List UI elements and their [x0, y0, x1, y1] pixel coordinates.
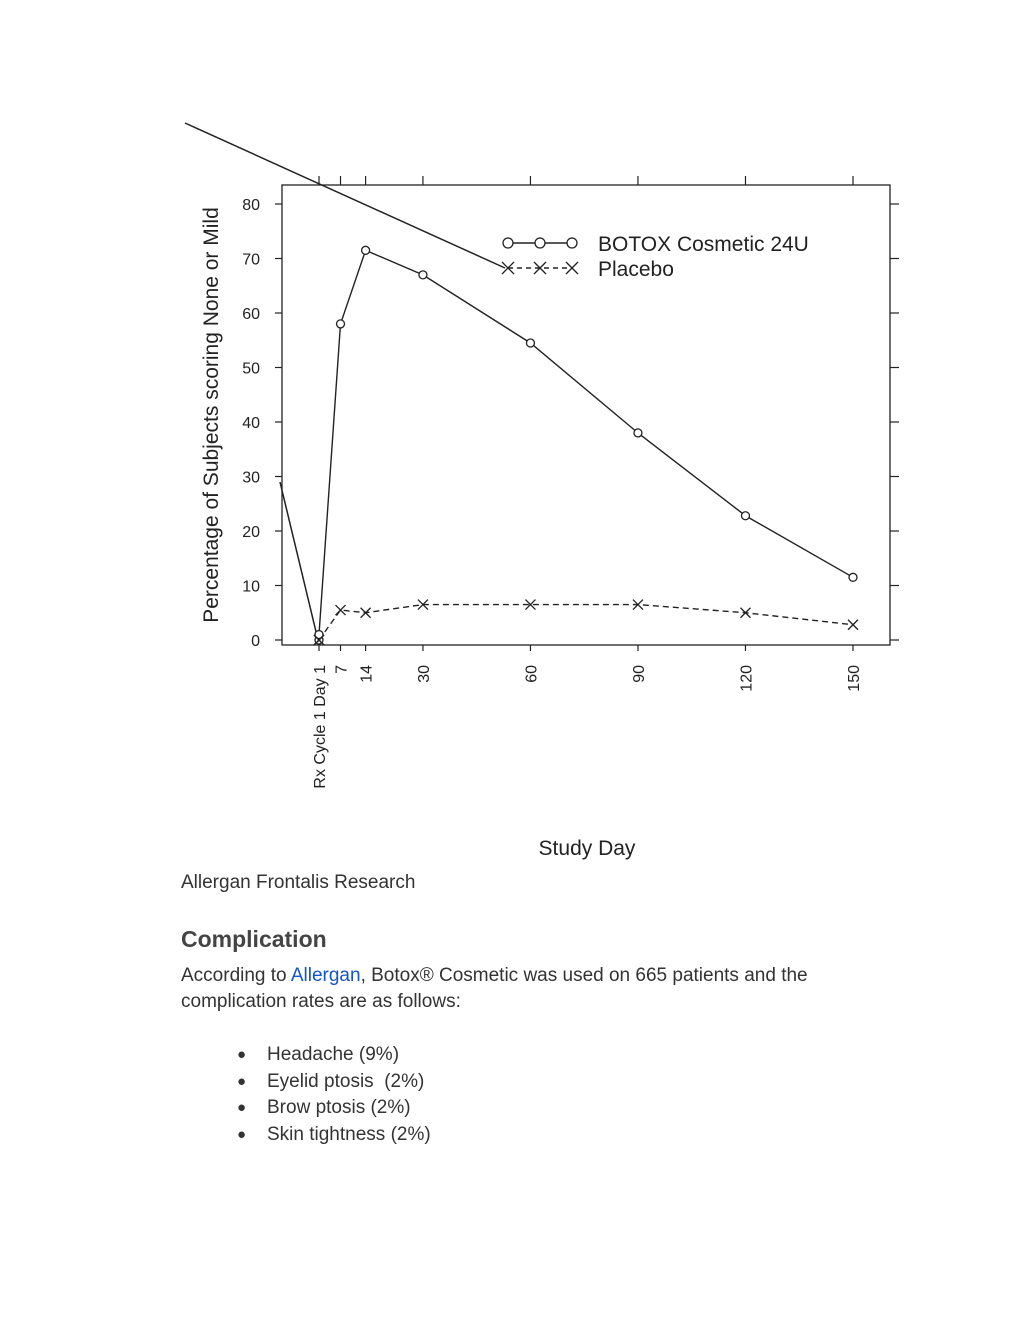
y-tick-label: 70	[242, 251, 260, 269]
y-tick-label: 60	[242, 306, 260, 323]
series-line	[319, 605, 853, 640]
intro-text-before: According to	[181, 965, 291, 986]
data-point	[741, 512, 749, 520]
data-point	[337, 320, 345, 328]
y-tick-label: 20	[242, 524, 260, 541]
series-line	[319, 250, 853, 640]
bullet-icon: ●	[237, 1046, 247, 1063]
list-item-text: Headache (9%)	[267, 1044, 400, 1065]
list-item-text: Eyelid ptosis (2%)	[267, 1070, 425, 1092]
legend-label: BOTOX Cosmetic 24U	[598, 233, 809, 256]
figure-caption: Allergan Frontalis Research	[181, 872, 416, 893]
legend-marker	[503, 238, 513, 248]
x-axis-title: Study Day	[538, 837, 636, 860]
list-item-text: Skin tightness (2%)	[267, 1123, 431, 1145]
data-point	[526, 339, 534, 347]
bullet-icon: ●	[237, 1072, 247, 1090]
data-point	[740, 608, 750, 618]
legend-label: Placebo	[598, 258, 674, 281]
allergan-link[interactable]: Allergan	[290, 965, 361, 986]
data-point	[634, 429, 642, 437]
x-tick-label: 7	[333, 665, 351, 674]
legend-marker	[567, 238, 577, 248]
x-tick-label: 150	[846, 665, 863, 692]
annotation-stroke	[280, 482, 318, 640]
x-tick-label: 14	[358, 665, 376, 683]
y-tick-label: 40	[242, 415, 260, 432]
data-point	[849, 573, 857, 581]
x-tick-label: 120	[738, 665, 756, 692]
list-item	[237, 1095, 431, 1122]
bullet-icon: ●	[237, 1099, 247, 1116]
list-item	[237, 1069, 431, 1096]
legend-marker	[535, 238, 545, 248]
y-tick-label: 10	[242, 578, 260, 596]
intro-paragraph	[181, 963, 881, 1015]
list-item-text: Brow ptosis (2%)	[267, 1097, 411, 1118]
bullet-icon: ●	[237, 1125, 247, 1143]
y-axis-title: Percentage of Subjects scoring None or Mild	[200, 207, 223, 623]
y-tick-label: 50	[242, 360, 260, 378]
data-point	[848, 620, 858, 630]
list-item	[237, 1042, 431, 1069]
x-tick-label: 90	[630, 665, 648, 683]
y-tick-label: 80	[242, 197, 260, 214]
section-heading: Complication	[181, 926, 327, 952]
y-tick-label: 30	[242, 469, 260, 487]
y-tick-label: 0	[251, 633, 260, 650]
x-tick-label: 30	[415, 665, 433, 683]
list-item	[237, 1122, 431, 1149]
data-point	[362, 246, 370, 254]
complication-list	[237, 1042, 431, 1148]
x-tick-label: Rx Cycle 1 Day 1	[312, 665, 329, 789]
data-point	[419, 271, 427, 279]
x-tick-label: 60	[523, 665, 541, 683]
annotation-stroke	[185, 123, 505, 268]
intro-text-after: , Botox® Cosmetic was used on 665 patients and the complication rates are as follows:	[181, 965, 808, 1012]
